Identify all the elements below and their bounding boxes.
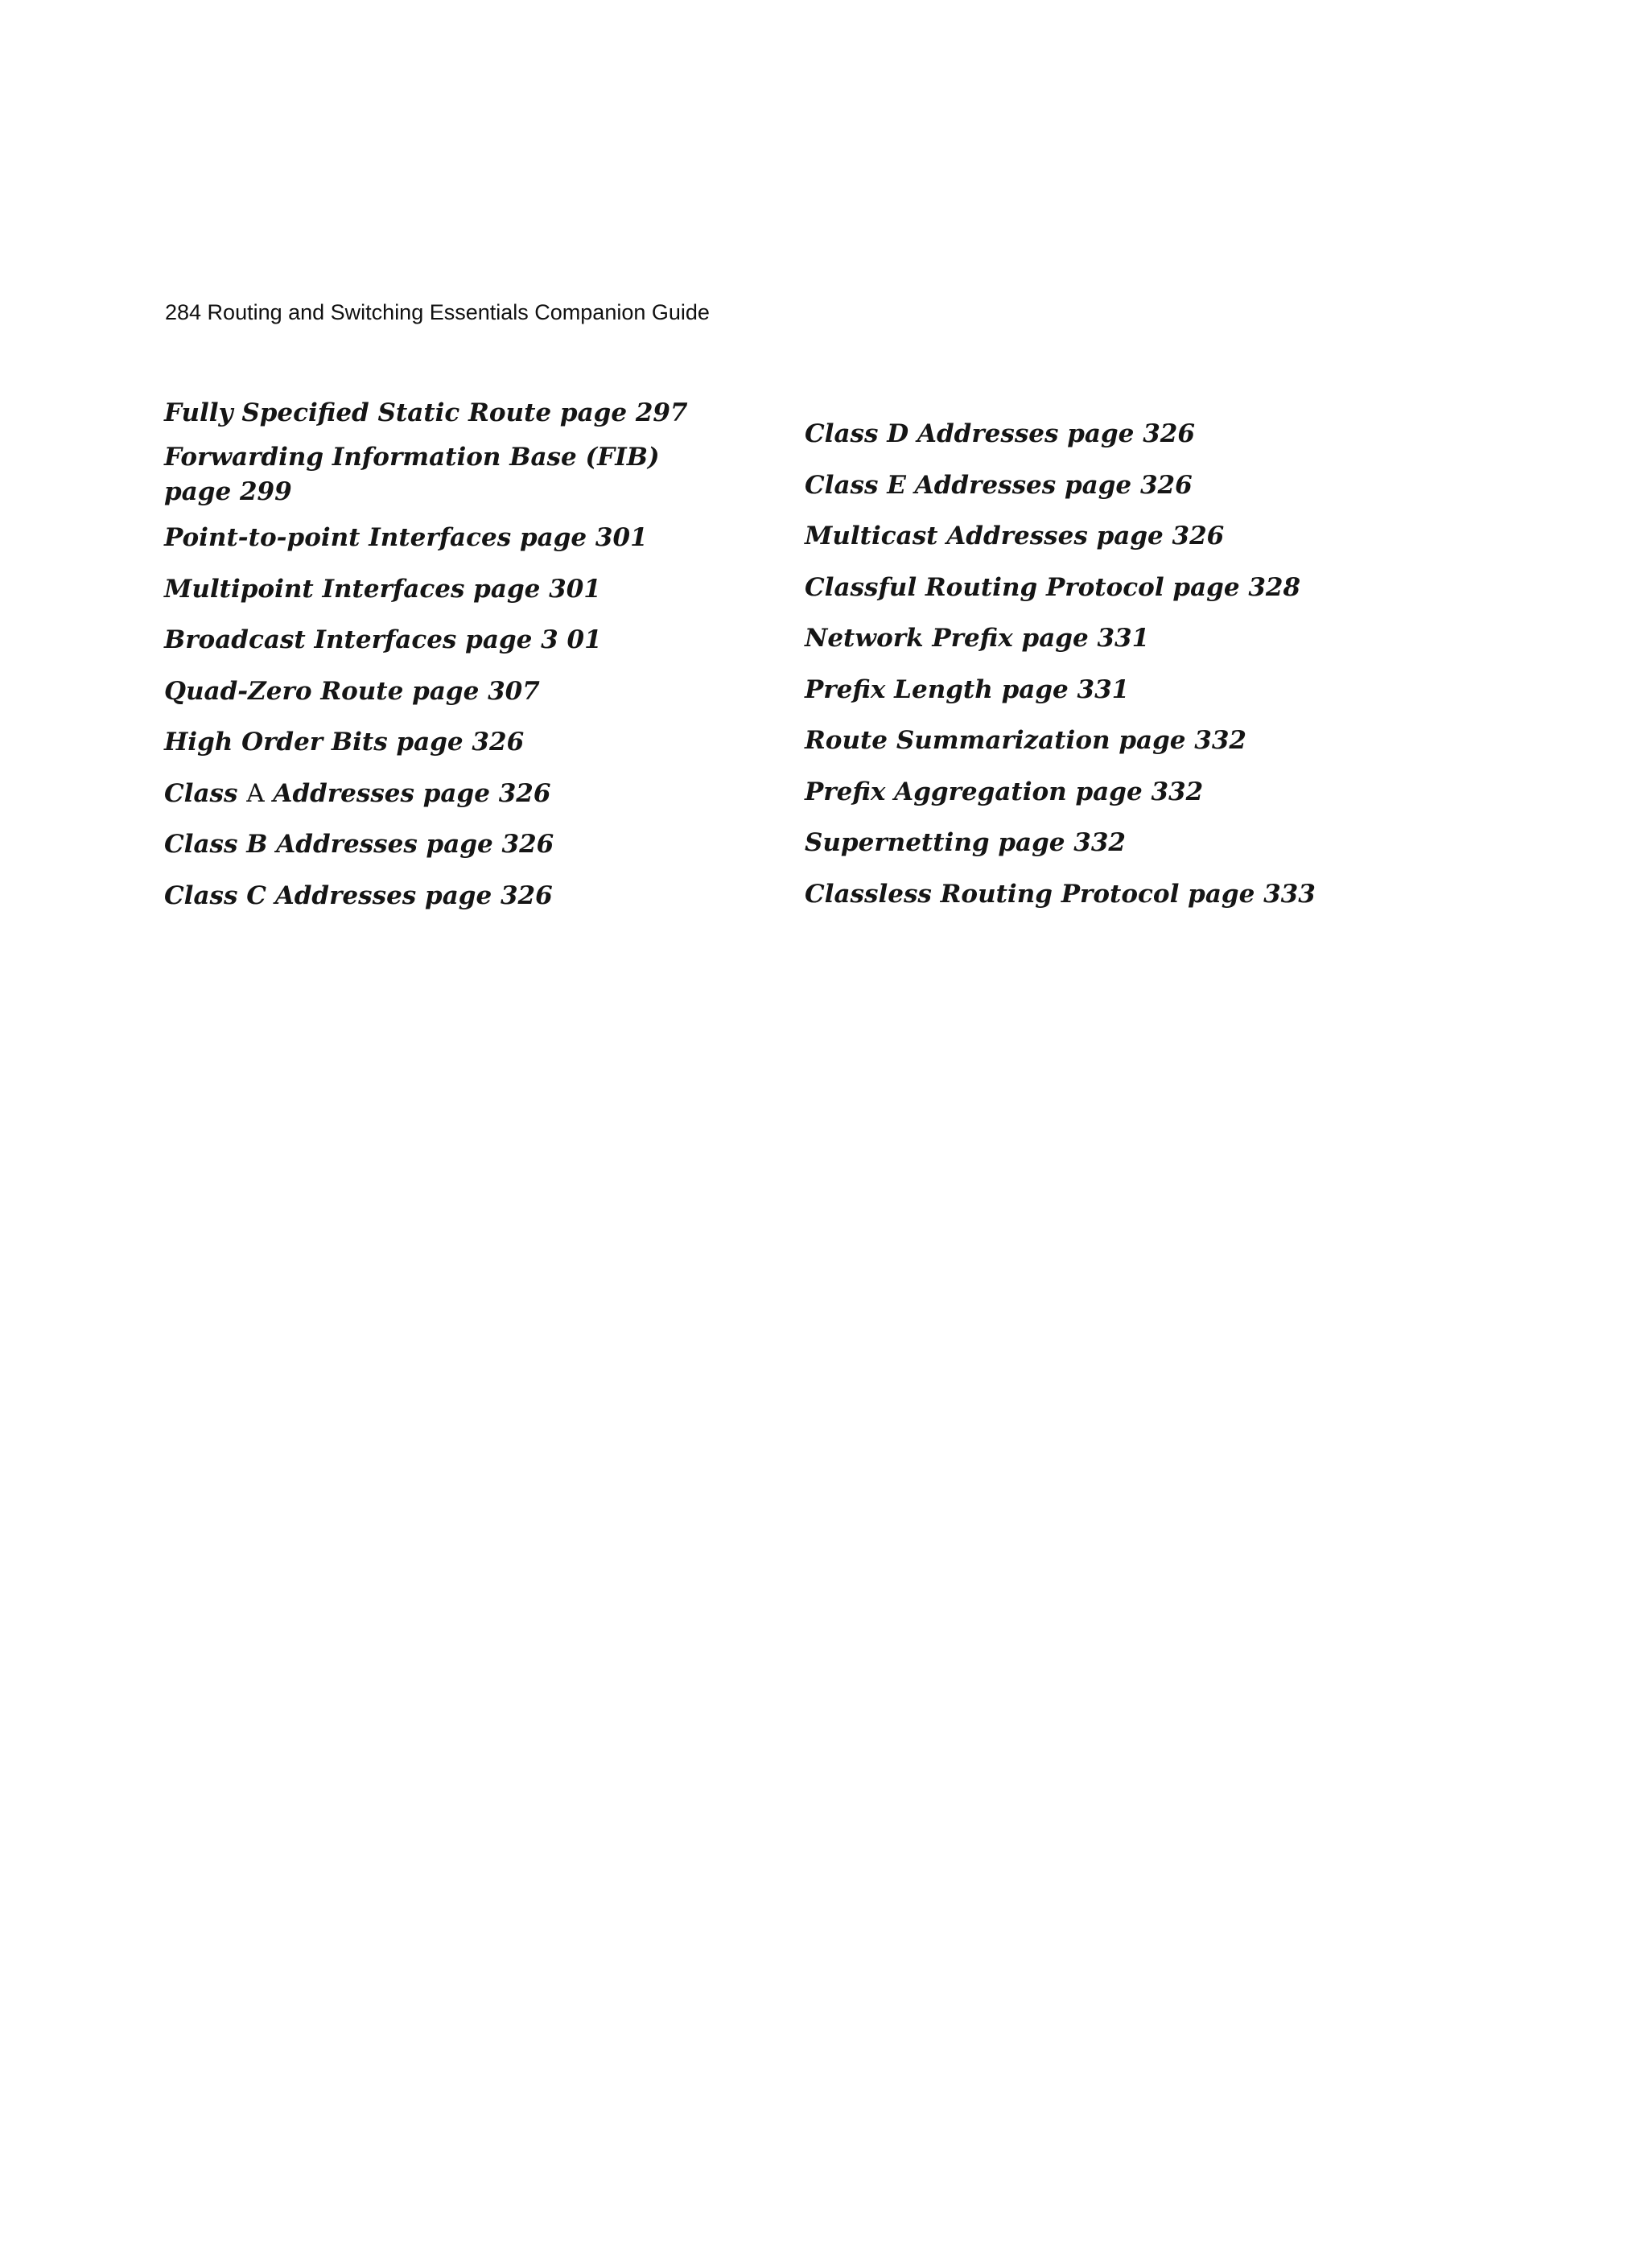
key-term: Fully Specified Static Route page 297 <box>164 398 688 427</box>
key-terms-left-column <box>164 396 688 930</box>
key-term: Quad-Zero Route page 307 <box>164 676 540 706</box>
key-term: Prefix Length page 331 <box>805 674 1130 704</box>
key-term: Class B Addresses page 326 <box>164 830 554 859</box>
key-term-part: Addresses page 326 <box>264 778 551 808</box>
key-term: High Order Bits page 326 <box>164 728 525 757</box>
key-term: Classful Routing Protocol page 328 <box>805 572 1301 602</box>
key-term: Broadcast Interfaces page 3 01 <box>164 625 602 654</box>
key-term <box>164 777 663 811</box>
key-terms-right-column <box>805 417 1432 928</box>
key-term: Prefix Aggregation page 332 <box>805 777 1204 806</box>
key-term: Route Summarization page 332 <box>805 726 1246 755</box>
key-term: Multipoint Interfaces page 301 <box>164 574 601 604</box>
key-term: Supernetting page 332 <box>805 828 1127 857</box>
key-term: Network Prefix page 331 <box>805 624 1150 653</box>
key-term: Multicast Addresses page 326 <box>805 522 1225 551</box>
key-term: Point-to-point Interfaces page 301 <box>164 523 648 552</box>
key-term: Class E Addresses page 326 <box>805 470 1193 500</box>
key-term: Class D Addresses page 326 <box>805 419 1195 448</box>
key-term-part: A <box>246 778 265 808</box>
running-head: 284 Routing and Switching Essentials Companion Guide <box>165 300 710 324</box>
key-term: Class C Addresses page 326 <box>164 880 553 910</box>
key-term: Forwarding Information Base (FIB) page 299 <box>164 443 660 506</box>
key-term-part: Class <box>164 778 247 808</box>
key-term: Classless Routing Protocol page 333 <box>805 879 1316 909</box>
